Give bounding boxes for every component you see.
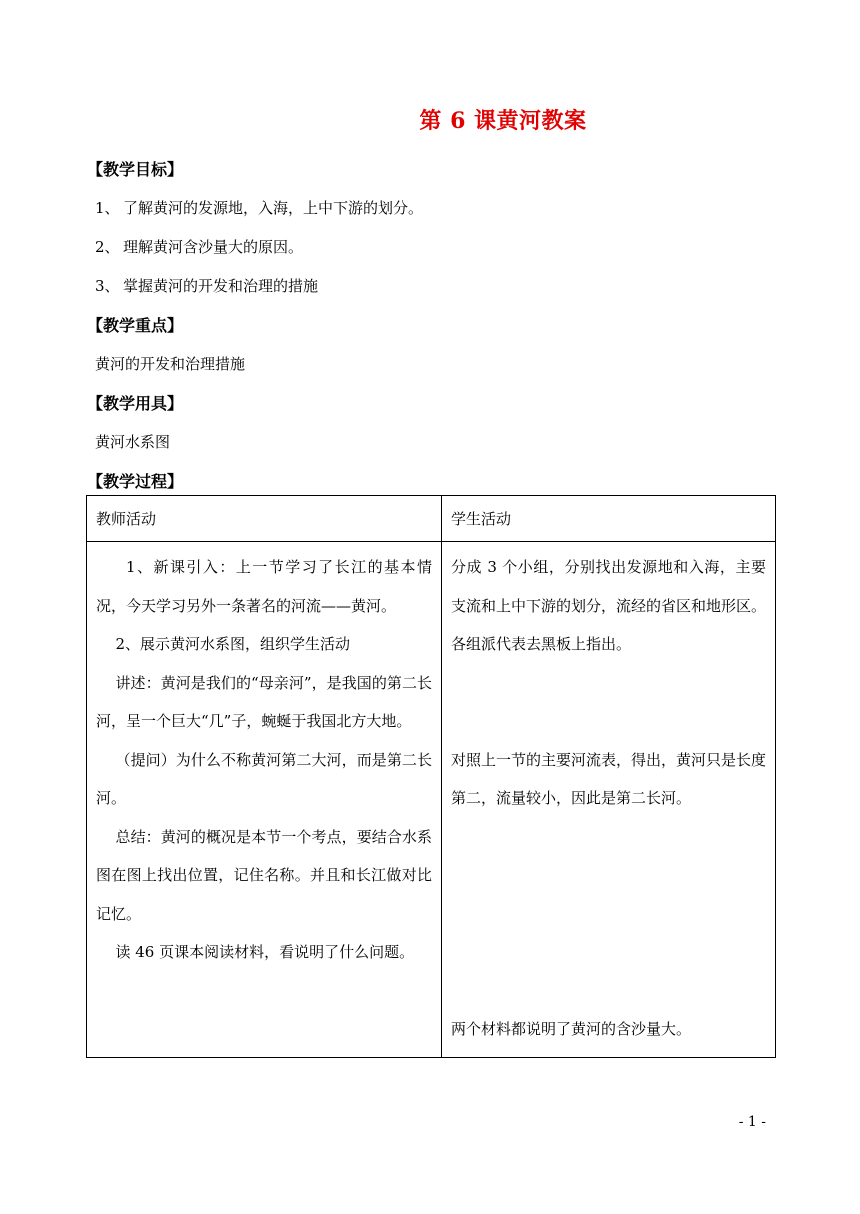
teacher-paragraph: 1、新课引入：上一节学习了长江的基本情况，今天学习另外一条著名的河流——黄河。 xyxy=(96,558,432,615)
objective-number: 2、 xyxy=(95,238,120,256)
teacher-paragraph: 2、展示黄河水系图，组织学生活动 xyxy=(115,635,351,653)
header-teacher-activity: 教师活动 xyxy=(87,496,442,542)
student-paragraph: 两个材料都说明了黄河的含沙量大。 xyxy=(451,1020,692,1038)
objectives-heading: 【教学目标】 xyxy=(87,160,184,179)
table-row xyxy=(87,542,776,1058)
teacher-paragraph: （提问）为什么不称黄河第二大河，而是第二长河。 xyxy=(96,750,432,807)
tools-text: 黄河水系图 xyxy=(95,433,171,451)
student-paragraph: 对照上一节的主要河流表，得出，黄河只是长度第二，流量较小，因此是第二长河。 xyxy=(451,750,767,807)
teacher-paragraph: 讲述：黄河是我们的“母亲河”，是我国的第二长河，呈一个巨大“几”子，蜿蜒于我国北方大地。 xyxy=(96,673,432,730)
student-activity-cell xyxy=(442,542,776,1058)
header-student-activity: 学生活动 xyxy=(442,496,776,542)
teacher-paragraph: 读 46 页课本阅读材料，看说明了什么问题。 xyxy=(115,943,415,961)
objective-item xyxy=(95,275,318,296)
objective-number: 1、 xyxy=(95,199,120,217)
objective-text: 了解黄河的发源地，入海，上中下游的划分。 xyxy=(123,199,424,217)
objective-text: 理解黄河含沙量大的原因。 xyxy=(123,238,304,256)
objective-number: 3、 xyxy=(95,277,120,295)
teacher-paragraph: 总结：黄河的概况是本节一个考点，要结合水系图在图上找出位置，记住名称。并且和长江做对比记忆。 xyxy=(96,827,432,923)
key-points-heading: 【教学重点】 xyxy=(87,316,184,335)
process-heading: 【教学过程】 xyxy=(87,472,184,491)
table-header-row xyxy=(87,496,776,542)
tools-heading: 【教学用具】 xyxy=(87,394,184,413)
objective-item xyxy=(95,236,303,257)
objective-text: 掌握黄河的开发和治理的措施 xyxy=(123,277,319,295)
key-points-text: 黄河的开发和治理措施 xyxy=(95,355,246,373)
objective-item xyxy=(95,197,423,218)
student-paragraph: 分成 3 个小组，分别找出发源地和入海，主要支流和上中下游的划分，流经的省区和地形区。各组派代表去黑板上指出。 xyxy=(451,558,767,653)
process-table xyxy=(86,495,776,1058)
teacher-activity-cell xyxy=(87,542,442,1058)
page-number: - 1 - xyxy=(738,1114,766,1130)
page-title: 第 6 课黄河教案 xyxy=(419,108,587,134)
